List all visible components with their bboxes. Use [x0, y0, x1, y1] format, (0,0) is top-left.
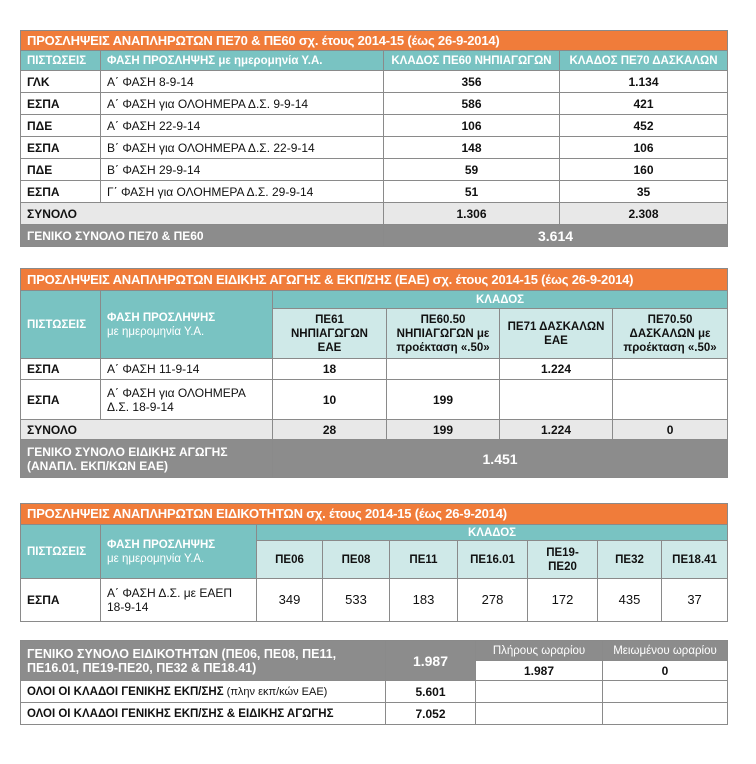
header-reduced-time: Μειωμένου ωραρίου: [603, 641, 728, 661]
header-phase: ΦΑΣΗ ΠΡΟΣΛΗΨΗΣ με ημερομηνία Υ.Α.: [101, 51, 384, 71]
value-cell: 35: [560, 181, 728, 203]
value-cell: [387, 359, 500, 380]
header-phase-line2: με ημερομηνία Υ.Α.: [107, 325, 205, 338]
value-cell: 59: [384, 159, 560, 181]
value-cell: [500, 380, 613, 420]
header-phase: ΦΑΣΗ ΠΡΟΣΛΗΨΗΣ με ημερομηνία Υ.Α.: [101, 525, 257, 579]
total-value: 1.224: [500, 420, 613, 440]
phase-cell: Α΄ ΦΑΣΗ Δ.Σ. με ΕΑΕΠ 18-9-14: [101, 579, 257, 622]
phase-cell: Β΄ ΦΑΣΗ 29-9-14: [101, 159, 384, 181]
value-cell: 356: [384, 71, 560, 93]
header-pe60-50: ΠΕ60.50 ΝΗΠΙΑΓΩΓΩΝ με προέκταση «.50»: [387, 309, 500, 359]
table-row: [21, 579, 728, 622]
header-pe08: ΠΕ08: [323, 541, 390, 579]
header-credits: ΠΙΣΤΩΣΕΙΣ: [21, 525, 101, 579]
summary-value: 7.052: [386, 703, 476, 725]
total-value: 28: [273, 420, 387, 440]
credit-cell: ΠΔΕ: [21, 159, 101, 181]
reduced-time-value: 0: [603, 661, 728, 681]
value-cell: 586: [384, 93, 560, 115]
value-cell: 1.134: [560, 71, 728, 93]
table-row: [21, 380, 728, 420]
value-cell: 199: [387, 380, 500, 420]
grand-total-row: [21, 225, 728, 247]
value-cell: 349: [257, 579, 323, 622]
total-label: ΣΥΝΟΛΟ: [21, 420, 273, 440]
table-row: [21, 359, 728, 380]
value-cell: 421: [560, 93, 728, 115]
phase-cell: Β΄ ΦΑΣΗ για ΟΛΟΗΜΕΡΑ Δ.Σ. 22-9-14: [101, 137, 384, 159]
table-row: [21, 115, 728, 137]
header-pe11: ΠΕ11: [390, 541, 458, 579]
table-row: [21, 93, 728, 115]
value-cell: 278: [458, 579, 528, 622]
summary-row: [21, 703, 728, 725]
phase-cell: Α΄ ΦΑΣΗ για ΟΛΟΗΜΕΡΑ Δ.Σ. 9-9-14: [101, 93, 384, 115]
total-label: ΣΥΝΟΛΟ: [21, 203, 384, 225]
specialties-total-label: ΓΕΝΙΚΟ ΣΥΝΟΛΟ ΕΙΔΙΚΟΤΗΤΩΝ (ΠΕ06, ΠΕ08, ΠΕ11, ΠΕ16.01, ΠΕ19-ΠΕ20, ΠΕ32 & ΠΕ18.41): [21, 641, 386, 681]
table-row: [21, 159, 728, 181]
header-pe71: ΠΕ71 ΔΑΣΚΑΛΩΝ ΕΑΕ: [500, 309, 613, 359]
value-cell: 172: [528, 579, 598, 622]
credit-cell: ΠΔΕ: [21, 115, 101, 137]
value-cell: 435: [598, 579, 662, 622]
credit-cell: ΕΣΠΑ: [21, 579, 101, 622]
summary-label: ΟΛΟΙ ΟΙ ΚΛΑΔΟΙ ΓΕΝΙΚΗΣ ΕΚΠ/ΣΗΣ (πλην εκπ/κών ΕΑΕ): [21, 681, 386, 703]
header-klados: ΚΛΑΔΟΣ: [257, 525, 728, 541]
credit-cell: ΕΣΠΑ: [21, 93, 101, 115]
total-pe60: 1.306: [384, 203, 560, 225]
value-cell: 106: [560, 137, 728, 159]
header-pe19-pe20: ΠΕ19- ΠΕ20: [528, 541, 598, 579]
table-summary: [20, 640, 727, 725]
header-pe32: ΠΕ32: [598, 541, 662, 579]
table-specialties: [20, 503, 727, 622]
table-row: [21, 71, 728, 93]
header-credits: ΠΙΣΤΩΣΕΙΣ: [21, 51, 101, 71]
header-full-time: Πλήρους ωραρίου: [476, 641, 603, 661]
value-cell: 183: [390, 579, 458, 622]
value-cell: 533: [323, 579, 390, 622]
header-pe18-41: ΠΕ18.41: [662, 541, 728, 579]
summary-label: ΟΛΟΙ ΟΙ ΚΛΑΔΟΙ ΓΕΝΙΚΗΣ ΕΚΠ/ΣΗΣ & ΕΙΔΙΚΗΣ ΑΓΩΓΗΣ: [21, 703, 386, 725]
value-cell: 51: [384, 181, 560, 203]
credit-cell: ΕΣΠΑ: [21, 380, 101, 420]
header-pe70-50: ΠΕ70.50 ΔΑΣΚΑΛΩΝ με προέκταση «.50»: [613, 309, 728, 359]
header-klados: ΚΛΑΔΟΣ: [273, 291, 728, 309]
summary-row: [21, 681, 728, 703]
value-cell: [613, 380, 728, 420]
phase-cell: Γ΄ ΦΑΣΗ για ΟΛΟΗΜΕΡΑ Δ.Σ. 29-9-14: [101, 181, 384, 203]
value-cell: 148: [384, 137, 560, 159]
total-row: [21, 420, 728, 440]
header-phase: [101, 291, 273, 359]
grand-total-value: 3.614: [384, 225, 728, 247]
phase-cell: Α΄ ΦΑΣΗ 11-9-14: [101, 359, 273, 380]
header-phase-line1: ΦΑΣΗ ΠΡΟΣΛΗΨΗΣ: [107, 311, 216, 324]
phase-cell: Α΄ ΦΑΣΗ 8-9-14: [101, 71, 384, 93]
credit-cell: ΕΣΠΑ: [21, 181, 101, 203]
value-cell: 160: [560, 159, 728, 181]
total-pe70: 2.308: [560, 203, 728, 225]
table-title: ΠΡΟΣΛΗΨΕΙΣ ΑΝΑΠΛΗΡΩΤΩΝ ΕΙΔΙΚΗΣ ΑΓΩΓΗΣ & ΕΚΠ/ΣΗΣ (ΕΑΕ) σχ. έτους 2014-15 (έως 26-9-2014): [21, 269, 728, 291]
full-time-value: 1.987: [476, 661, 603, 681]
table-title: ΠΡΟΣΛΗΨΕΙΣ ΑΝΑΠΛΗΡΩΤΩΝ ΕΙΔΙΚΟΤΗΤΩΝ σχ. έτους 2014-15 (έως 26-9-2014): [21, 504, 728, 525]
value-cell: 37: [662, 579, 728, 622]
header-pe06: ΠΕ06: [257, 541, 323, 579]
table-row: [21, 137, 728, 159]
table-title: ΠΡΟΣΛΗΨΕΙΣ ΑΝΑΠΛΗΡΩΤΩΝ ΠΕ70 & ΠΕ60 σχ. έτους 2014-15 (έως 26-9-2014): [21, 31, 728, 51]
table-special-education: [20, 268, 727, 478]
specialties-total-value: 1.987: [386, 641, 476, 681]
phase-cell: Α΄ ΦΑΣΗ 22-9-14: [101, 115, 384, 137]
value-cell: 106: [384, 115, 560, 137]
credit-cell: ΓΛΚ: [21, 71, 101, 93]
value-cell: 10: [273, 380, 387, 420]
value-cell: 452: [560, 115, 728, 137]
header-pe60: ΚΛΑΔΟΣ ΠΕ60 ΝΗΠΙΑΓΩΓΩΝ: [384, 51, 560, 71]
table-row: [21, 181, 728, 203]
value-cell: 18: [273, 359, 387, 380]
phase-cell: Α΄ ΦΑΣΗ για ΟΛΟΗΜΕΡΑ Δ.Σ. 18-9-14: [101, 380, 273, 420]
total-value: 199: [387, 420, 500, 440]
credit-cell: ΕΣΠΑ: [21, 137, 101, 159]
header-pe16-01: ΠΕ16.01: [458, 541, 528, 579]
header-pe70: ΚΛΑΔΟΣ ΠΕ70 ΔΑΣΚΑΛΩΝ: [560, 51, 728, 71]
grand-total-row: [21, 440, 728, 478]
credit-cell: ΕΣΠΑ: [21, 359, 101, 380]
header-credits: ΠΙΣΤΩΣΕΙΣ: [21, 291, 101, 359]
grand-total-label: ΓΕΝΙΚΟ ΣΥΝΟΛΟ ΕΙΔΙΚΗΣ ΑΓΩΓΗΣ (ΑΝΑΠΛ. ΕΚΠ/ΚΩΝ ΕΑΕ): [21, 440, 273, 478]
table-pe70-pe60: [20, 30, 727, 247]
summary-value: 5.601: [386, 681, 476, 703]
header-pe61: ΠΕ61 ΝΗΠΙΑΓΩΓΩΝ ΕΑΕ: [273, 309, 387, 359]
grand-total-label: ΓΕΝΙΚΟ ΣΥΝΟΛΟ ΠΕ70 & ΠΕ60: [21, 225, 384, 247]
total-row: [21, 203, 728, 225]
value-cell: 1.224: [500, 359, 613, 380]
total-value: 0: [613, 420, 728, 440]
grand-total-value: 1.451: [273, 440, 728, 478]
value-cell: [613, 359, 728, 380]
